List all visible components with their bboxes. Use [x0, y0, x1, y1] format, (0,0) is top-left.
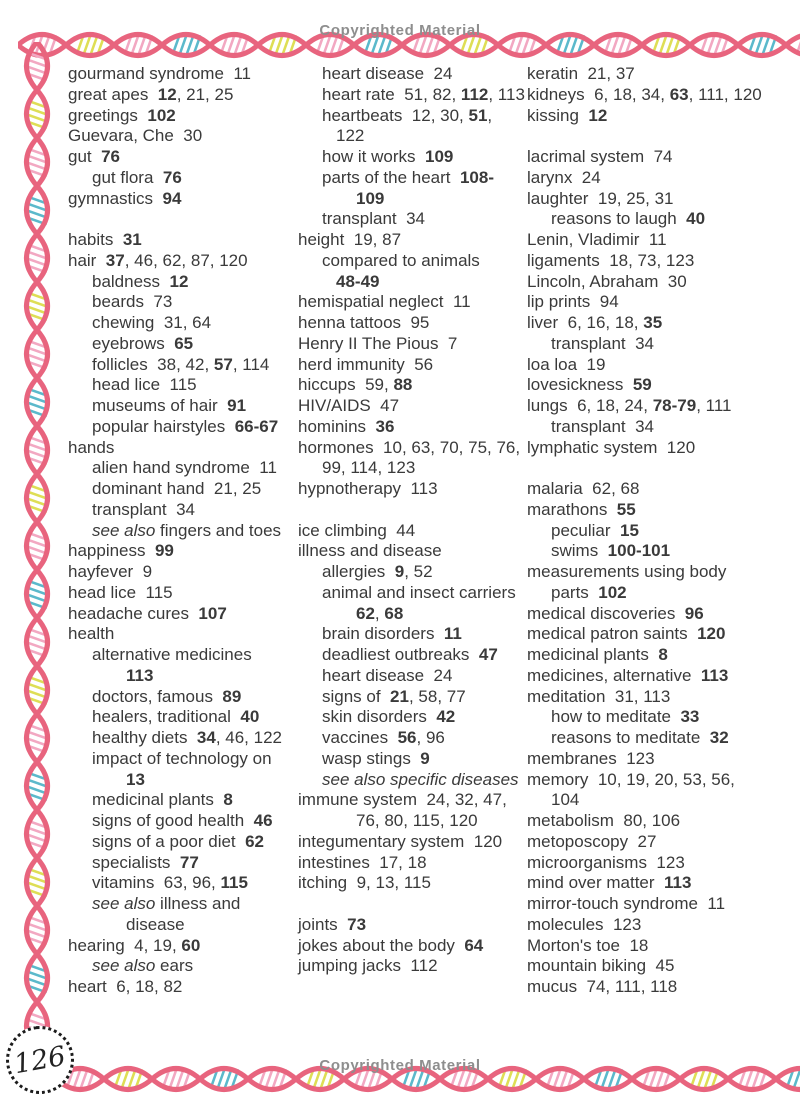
index-entry: impact of technology on [92, 748, 272, 768]
index-entry: signs of good health 46 [92, 811, 273, 830]
index-entry: joints 73 [298, 914, 367, 934]
index-entry: membranes 123 [527, 748, 655, 768]
index-entry: larynx 24 [527, 167, 601, 187]
index-entry: doctors, famous 89 [92, 686, 242, 706]
index-entry: vitamins 63, 96, 115 [92, 873, 248, 893]
index-entry: malaria 62, 68 [527, 479, 640, 498]
index-entry: hayfever 9 [68, 562, 153, 581]
index-entry: 113 [126, 665, 154, 685]
index-entry: Lincoln, Abraham 30 [527, 271, 687, 291]
index-entry: herd immunity 56 [298, 354, 434, 374]
blank-line [298, 500, 528, 521]
index-entry: transplant 34 [551, 333, 655, 353]
index-entry: hominins 36 [298, 416, 395, 436]
index-entry: illness and disease [298, 541, 442, 561]
index-entry: heart disease 24 [322, 64, 453, 83]
index-entry: head lice 115 [68, 582, 173, 602]
index-entry: Henry II The Pious 7 [298, 333, 458, 353]
index-entry: parts of the heart 108- [322, 167, 494, 187]
index-entry: hiccups 59, 88 [298, 375, 413, 395]
index-entry: see also specific diseases [322, 769, 519, 789]
index-entry: lovesickness 59 [527, 375, 652, 395]
index-entry: great apes 12, 21, 25 [68, 84, 234, 104]
index-entry: ligaments 18, 73, 123 [527, 250, 695, 270]
index-entry: popular hairstyles 66-67 [92, 416, 279, 436]
index-entry: transplant 34 [92, 499, 196, 519]
index-entry: swims 100-101 [551, 541, 671, 561]
index-entry: beards 73 [92, 292, 173, 312]
index-entry: kissing 12 [527, 105, 608, 125]
index-column-2 [298, 64, 528, 977]
index-entry: 104 [551, 790, 580, 810]
index-entry: 13 [126, 769, 145, 789]
index-entry: heartbeats 12, 30, 51, [322, 105, 493, 125]
index-entry: HIV/AIDS 47 [298, 396, 400, 415]
index-entry: heart rate 51, 82, 112, 113 [322, 84, 525, 104]
index-entry: alternative medicines [92, 645, 252, 664]
index-entry: memory 10, 19, 20, 53, 56, [527, 769, 735, 789]
index-entry: chewing 31, 64 [92, 313, 212, 332]
index-entry: signs of a poor diet 62 [92, 831, 265, 851]
index-entry: 62, 68 [356, 603, 404, 623]
index-entry: hypnotherapy 113 [298, 479, 438, 498]
index-entry: medicines, alternative 113 [527, 665, 729, 685]
index-entry: hair 37, 46, 62, 87, 120 [68, 250, 248, 270]
index-entry: metoposcopy 27 [527, 831, 657, 851]
index-entry: 109 [356, 188, 385, 208]
index-entry: height 19, 87 [298, 230, 402, 249]
index-entry: healthy diets 34, 46, 122 [92, 728, 282, 747]
index-entry: lymphatic system 120 [527, 437, 696, 457]
dna-border-left-icon [20, 42, 54, 1042]
index-entry: signs of 21, 58, 77 [322, 686, 466, 706]
index-entry: wasp stings 9 [322, 748, 430, 768]
index-entry: liver 6, 16, 18, 35 [527, 313, 663, 332]
index-entry: medicinal plants 8 [527, 645, 668, 664]
index-entry: medical discoveries 96 [527, 603, 704, 623]
index-entry: reasons to laugh 40 [551, 209, 706, 229]
index-entry: hemispatial neglect 11 [298, 292, 471, 312]
index-entry: vaccines 56, 96 [322, 728, 445, 747]
index-entry: parts 102 [551, 582, 627, 602]
index-entry: dominant hand 21, 25 [92, 479, 262, 498]
index-entry: henna tattoos 95 [298, 313, 430, 332]
index-entry: Guevara, Che 30 [68, 126, 203, 146]
index-entry: mucus 74, 111, 118 [527, 977, 678, 996]
index-entry: measurements using body [527, 562, 727, 581]
index-entry: animal and insect carriers [322, 582, 516, 602]
index-entry: specialists 77 [92, 852, 199, 872]
index-entry: health [68, 624, 115, 644]
blank-line [527, 126, 785, 147]
index-entry: hormones 10, 63, 70, 75, 76, [298, 437, 521, 457]
index-entry: Morton's toe 18 [527, 935, 649, 955]
index-entry: microorganisms 123 [527, 852, 685, 872]
index-entry: heart disease 24 [322, 665, 453, 685]
index-entry: disease [126, 914, 185, 934]
index-entry: see also illness and [92, 894, 241, 913]
watermark-top: Copyrighted Material [319, 22, 481, 39]
index-entry: allergies 9, 52 [322, 562, 433, 581]
index-entry: habits 31 [68, 230, 142, 249]
index-entry: mind over matter 113 [527, 873, 692, 893]
index-entry: metabolism 80, 106 [527, 811, 681, 830]
blank-line [68, 209, 303, 230]
index-entry: 122 [336, 126, 365, 146]
index-entry: happiness 99 [68, 541, 174, 561]
index-entry: see also fingers and toes [92, 520, 282, 540]
index-entry: transplant 34 [551, 416, 655, 436]
index-entry: headache cures 107 [68, 603, 227, 623]
index-entry: gut flora 76 [92, 167, 182, 187]
index-entry: gut 76 [68, 147, 121, 166]
index-entry: mirror-touch syndrome 11 [527, 894, 726, 913]
index-entry: gourmand syndrome 11 [68, 64, 252, 83]
index-entry: 99, 114, 123 [322, 458, 416, 478]
index-entry: hands [68, 437, 115, 457]
watermark-bottom: Copyrighted Material [319, 1057, 481, 1074]
index-entry: laughter 19, 25, 31 [527, 188, 674, 208]
index-entry: gymnastics 94 [68, 188, 182, 208]
index-entry: head lice 115 [92, 375, 197, 395]
index-entry: itching 9, 13, 115 [298, 873, 431, 893]
index-entry: lungs 6, 18, 24, 78-79, 111 [527, 396, 732, 415]
index-entry: compared to animals [322, 250, 480, 270]
index-entry: 48-49 [336, 271, 380, 291]
index-entry: kidneys 6, 18, 34, 63, 111, 120 [527, 84, 762, 104]
index-entry: lacrimal system 74 [527, 147, 673, 166]
index-entry: medicinal plants 8 [92, 790, 233, 810]
index-entry: museums of hair 91 [92, 396, 247, 415]
index-entry: alien hand syndrome 11 [92, 458, 277, 478]
index-entry: see also ears [92, 956, 194, 976]
index-entry: marathons 55 [527, 499, 636, 519]
index-entry: intestines 17, 18 [298, 852, 427, 872]
index-column-3 [527, 64, 785, 998]
index-entry: 76, 80, 115, 120 [356, 811, 478, 830]
index-entry: Lenin, Vladimir 11 [527, 230, 667, 249]
index-entry: ice climbing 44 [298, 520, 416, 540]
index-entry: heart 6, 18, 82 [68, 977, 183, 996]
index-entry: brain disorders 11 [322, 624, 462, 644]
index-entry: jumping jacks 112 [298, 956, 438, 976]
blank-line [298, 894, 528, 915]
index-entry: eyebrows 65 [92, 333, 194, 353]
index-entry: molecules 123 [527, 914, 642, 934]
index-entry: skin disorders 42 [322, 707, 456, 727]
index-entry: baldness 12 [92, 271, 189, 291]
index-entry: deadliest outbreaks 47 [322, 645, 498, 664]
index-entry: immune system 24, 32, 47, [298, 790, 507, 810]
index-entry: keratin 21, 37 [527, 64, 635, 83]
index-column-1 [68, 64, 303, 998]
index-entry: greetings 102 [68, 105, 176, 125]
index-entry: hearing 4, 19, 60 [68, 935, 201, 955]
index-entry: loa loa 19 [527, 354, 606, 374]
index-entry: integumentary system 120 [298, 831, 503, 851]
page-number: 126 [11, 1040, 69, 1080]
index-entry: medical patron saints 120 [527, 624, 726, 644]
index-entry: mountain biking 45 [527, 956, 675, 976]
blank-line [527, 458, 785, 479]
index-entry: how it works 109 [322, 147, 454, 166]
index-entry: transplant 34 [322, 209, 426, 229]
index-entry: healers, traditional 40 [92, 707, 260, 727]
index-entry: how to meditate 33 [551, 707, 700, 727]
index-entry: jokes about the body 64 [298, 935, 484, 955]
index-entry: lip prints 94 [527, 292, 619, 312]
index-entry: meditation 31, 113 [527, 686, 671, 706]
index-entry: reasons to meditate 32 [551, 728, 729, 747]
index-entry: peculiar 15 [551, 520, 639, 540]
index-entry: follicles 38, 42, 57, 114 [92, 354, 270, 374]
